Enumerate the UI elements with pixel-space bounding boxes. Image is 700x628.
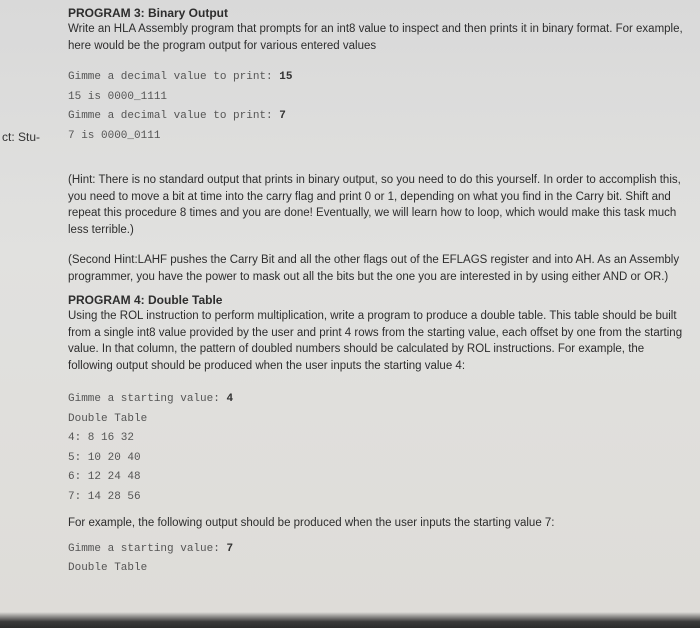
program3-sample-output — [68, 68, 683, 146]
program4-sample-output — [68, 390, 683, 507]
code-line: Double Table — [68, 412, 148, 425]
code-line: Gimme a starting value: 4 — [68, 393, 234, 405]
photo-bottom-edge — [0, 612, 700, 628]
sidebar-fragment-text: ct: Stu- — [2, 130, 41, 144]
program3-hint: (Hint: There is no standard output that prints in binary output, so you need to do this yourself. In order to accomplish this, you need to move a bit at time into the carry flag and print 0 or 1, depending on what you find in the Carry bit. Shift and repeat this procedure 8 times and you are done! Eventually, we will learn how to loop, which would make this task much less terrible.) — [68, 174, 681, 236]
code-line: Gimme a decimal value to print: 15 — [68, 71, 293, 83]
document-content — [68, 6, 683, 579]
program4-second-sample-output — [68, 540, 683, 579]
program4-second-example-text: For example, the following output should be produced when the user inputs the starting value 7: — [68, 517, 555, 529]
code-line: Gimme a starting value: 7 — [68, 542, 234, 555]
code-line: 15 is 0000_1111 — [68, 90, 168, 103]
program4-title: PROGRAM 4: Double Table — [68, 293, 223, 307]
code-line: Gimme a decimal value to print: 7 — [68, 110, 286, 122]
program3-second-hint: (Second Hint:LAHF pushes the Carry Bit and all the other flags out of the EFLAGS register and into AH. As an Assembly programmer, you have the power to mask out all the bits but the one you are interested in by using either AND or OR.) — [68, 254, 680, 283]
code-line: 5: 10 20 40 — [68, 451, 141, 464]
program3-description: Write an HLA Assembly program that prompts for an int8 value to inspect and then prints it in binary format. For example, here would be the program output for various entered values — [68, 23, 683, 52]
program3-title: PROGRAM 3: Binary Output — [68, 6, 229, 20]
code-line: 7: 14 28 56 — [68, 490, 141, 503]
code-line: 6: 12 24 48 — [68, 471, 141, 483]
code-line: Double Table — [68, 562, 148, 574]
program4-description: Using the ROL instruction to perform multiplication, write a program to produce a double table. This table should be built from a single int8 value provided by the user and print 4 rows from the starting value, each offset by one from the starting value. In that column, the pattern of doubled numbers should be calculated by ROL instructions. For example, the following output should be produced when the user inputs the starting value 4: — [68, 310, 683, 372]
code-line: 4: 8 16 32 — [68, 432, 135, 444]
code-line: 7 is 0000_0111 — [68, 129, 161, 142]
